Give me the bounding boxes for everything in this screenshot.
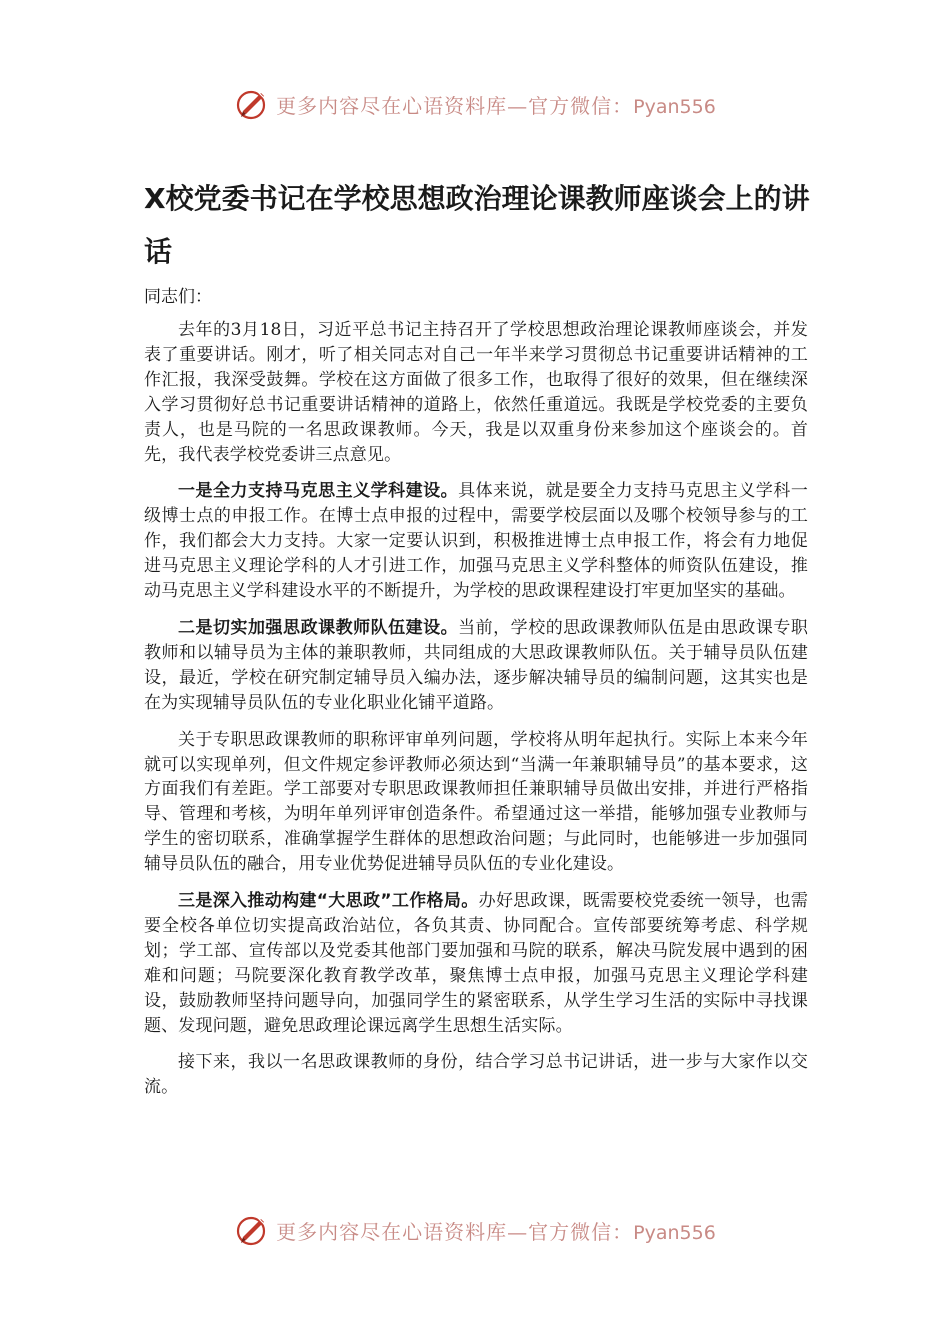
paragraph-lead: 二是切实加强思政课教师队伍建设。 <box>178 617 459 638</box>
paragraph-5: 三是深入推动构建“大思政”工作格局。办好思政课，既需要校党委统一领导，也需要全校各单位切实提高政治站位，各负其责、协同配合。宣传部要统筹考虑、科学规划；学工部、宣传部以及党委其他部门要加强和马院的联系，解决马院发展中遇到的困难和问题；马院要深化教育教学改革，聚焦博士点申报，加强马克思主义理论学科建设，鼓励教师坚持问题导向，加强同学生的紧密联系，从学生学习生活的实际中寻找课题、发现问题，避免思政理论课远离学生思想生活实际。 <box>144 891 808 1036</box>
banner-text: 更多内容尽在心语资料库—官方微信：Pyan556 <box>276 1219 716 1244</box>
wechat-id: Pyan556 <box>633 1221 716 1244</box>
paragraph-lead: 三是深入推动构建“大思政”工作格局。 <box>178 891 479 912</box>
pen-logo-icon <box>234 1212 270 1248</box>
document-body <box>144 318 808 1112</box>
wechat-id: Pyan556 <box>633 95 716 118</box>
footer-banner <box>0 1208 950 1252</box>
paragraph-1: 去年的3月18日，习近平总书记主持召开了学校思想政治理论课教师座谈会，并发表了重要讲话。刚才，听了相关同志对自己一年半来学习贯彻总书记重要讲话精神的工作汇报，我深受鼓舞。学校在这方面做了很多工作，也取得了很好的效果，但在继续深入学习贯彻好总书记重要讲话精神的道路上，依然任重道远。我既是学校党委的主要负责人，也是马院的一名思政课教师。今天，我是以双重身份来参加这个座谈会的。首先，我代表学校党委讲三点意见。 <box>144 320 808 465</box>
document-title: X校党委书记在学校思想政治理论课教师座谈会上的讲话 <box>144 182 810 268</box>
banner-text: 更多内容尽在心语资料库—官方微信：Pyan556 <box>276 93 716 118</box>
paragraph-6: 接下来，我以一名思政课教师的身份，结合学习总书记讲话，进一步与大家作以交流。 <box>144 1052 808 1098</box>
paragraph-4: 关于专职思政课教师的职称评审单列问题，学校将从明年起执行。实际上本来今年就可以实现单列，但文件规定参评教师必须达到“当满一年兼职辅导员”的基本要求，这方面我们有差距。学工部要对专职思政课教师担任兼职辅导员做出安排，并进行严格指导、管理和考核，为明年单列评审创造条件。希望通过这一举措，能够加强专业教师与学生的密切联系，准确掌握学生群体的思想政治问题；与此同时，也能够进一步加强同辅导员队伍的融合，用专业优势促进辅导员队伍的专业化建设。 <box>144 729 808 875</box>
pen-logo-icon <box>234 86 270 122</box>
salutation: 同志们： <box>144 287 212 307</box>
paragraph-lead: 一是全力支持马克思主义学科建设。 <box>178 481 459 502</box>
paragraph-2: 一是全力支持马克思主义学科建设。具体来说，就是要全力支持马克思主义学科一级博士点的申报工作。在博士点申报的过程中，需要学校层面以及哪个校领导参与的工作，我们都会大力支持。大家一定要认识到，积极推进博士点申报工作，将会有力地促进马克思主义理论学科的人才引进工作，加强马克思主义学科整体的师资队伍建设，推动马克思主义学科建设水平的不断提升，为学校的思政课程建设打牢更加坚实的基础。 <box>144 481 808 602</box>
paragraph-3: 二是切实加强思政课教师队伍建设。当前，学校的思政课教师队伍是由思政课专职教师和以辅导员为主体的兼职教师，共同组成的大思政课教师队伍。关于辅导员队伍建设，最近，学校在研究制定辅导员入编办法，逐步解决辅导员的编制问题，这其实也是在为实现辅导员队伍的专业化职业化铺平道路。 <box>144 617 808 713</box>
header-banner <box>0 82 950 126</box>
